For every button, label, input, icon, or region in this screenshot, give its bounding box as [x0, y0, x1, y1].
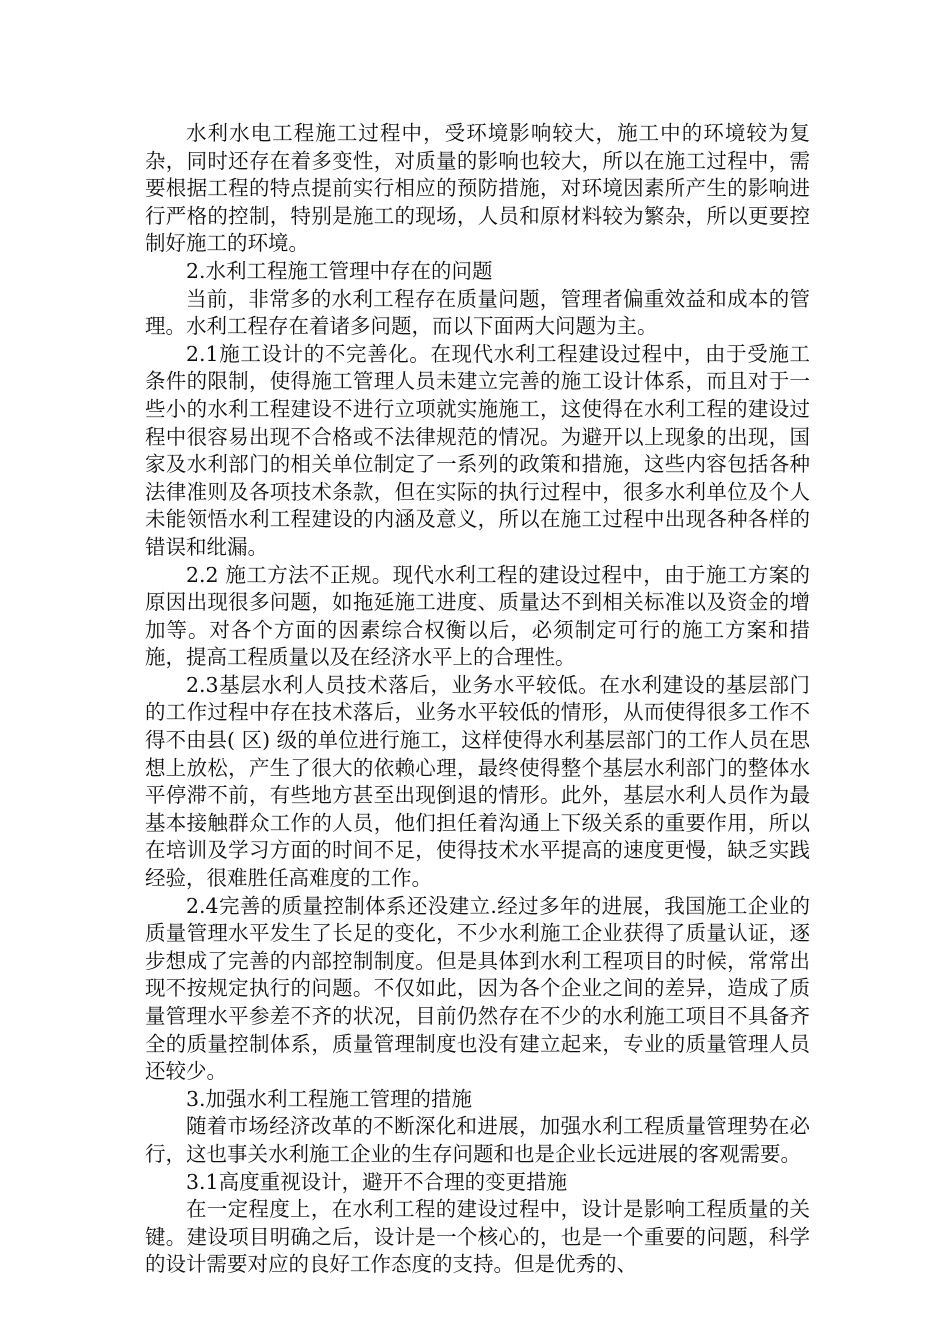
- paragraph-section-3-1: 在一定程度上，在水利工程的建设过程中，设计是影响工程质量的关键。建设项目明确之后，设计是一个核心的，也是一个重要的问题，科学的设计需要对应的良好工作态度的支持。但是优秀的、: [145, 1197, 810, 1277]
- document-body: [145, 120, 810, 1279]
- heading-section-2: 2.水利工程施工管理中存在的问题: [186, 258, 493, 283]
- paragraph-section-2-3: 2.3基层水利人员技术落后，业务水平较低。在水利建设的基层部门的工作过程中存在技术落后，业务水平较低的情形，从而使得很多工作不得不由县( 区) 级的单位进行施工，这样使得水利基层部门的工作人员在思想上放松，产生了很大的依赖心理，最终使得整个基层水利部门的整体水平停滞不前，有些地方甚至出现倒退的情形。此外，基层水利人员作为最基本接触群众工作的人员，他们担任着沟通上下级关系的重要作用，所以在培训及学习方面的时间不足，使得技术水平提高的速度更慢，缺乏实践经验，很难胜任高难度的工作。: [145, 672, 810, 891]
- heading-section-3-1: 3.1高度重视设计，避开不合理的变更措施: [186, 1169, 568, 1194]
- paragraph-section-2-2: 2.2 施工方法不正规。现代水利工程的建设过程中，由于施工方案的原因出现很多问题，如拖延施工进度、质量达不到相关标准以及资金的增加等。对各个方面的因素综合权衡以后，必须制定可行的施工方案和措施，提高工程质量以及在经济水平上的合理性。: [145, 562, 810, 670]
- paragraph-environment-control: 水利水电工程施工过程中，受环境影响较大，施工中的环境较为复杂，同时还存在着多变性，对质量的影响也较大，所以在施工过程中，需要根据工程的特点提前实行相应的预防措施，对环境因素所产生的影响进行严格的控制，特别是施工的现场，人员和原材料较为繁杂，所以更要控制好施工的环境。: [145, 121, 810, 256]
- paragraph-section-3-intro: 随着市场经济改革的不断深化和进展，加强水利工程质量管理势在必行，这也事关水利施工企业的生存问题和也是企业长远进展的客观需要。: [145, 1114, 810, 1166]
- heading-section-3: 3.加强水利工程施工管理的措施: [186, 1086, 473, 1111]
- paragraph-section-2-1: 2.1施工设计的不完善化。在现代水利工程建设过程中，由于受施工条件的限制，使得施工管理人员未建立完善的施工设计体系，而且对于一些小的水利工程建设不进行立项就实施施工，这使得在水利工程的建设过程中很容易出现不合格或不法律规范的情况。为避开以上现象的出现，国家及水利部门的相关单位制定了一系列的政策和措施，这些内容包括各种法律准则及各项技术条款，但在实际的执行过程中，很多水利单位及个人未能领悟水利工程建设的内涵及意义，所以在施工过程中出现各种各样的错误和纰漏。: [145, 341, 810, 559]
- paragraph-section-2-4: 2.4完善的质量控制体系还没建立.经过多年的进展，我国施工企业的质量管理水平发生了长足的变化，不少水利施工企业获得了质量认证，逐步想成了完善的内部控制制度。但是具体到水利工程项目的时候，常常出现不按规定执行的问题。不仅如此，因为各个企业之间的差异，造成了质量管理水平参差不齐的状况，目前仍然存在不少的水利施工项目不具备齐全的质量控制体系，质量管理制度也没有建立起来，专业的质量管理人员还较少。: [145, 893, 810, 1084]
- paragraph-section-2-intro: 当前，非常多的水利工程存在质量问题，管理者偏重效益和成本的管理。水利工程存在着诸多问题，而以下面两大问题为主。: [145, 286, 810, 339]
